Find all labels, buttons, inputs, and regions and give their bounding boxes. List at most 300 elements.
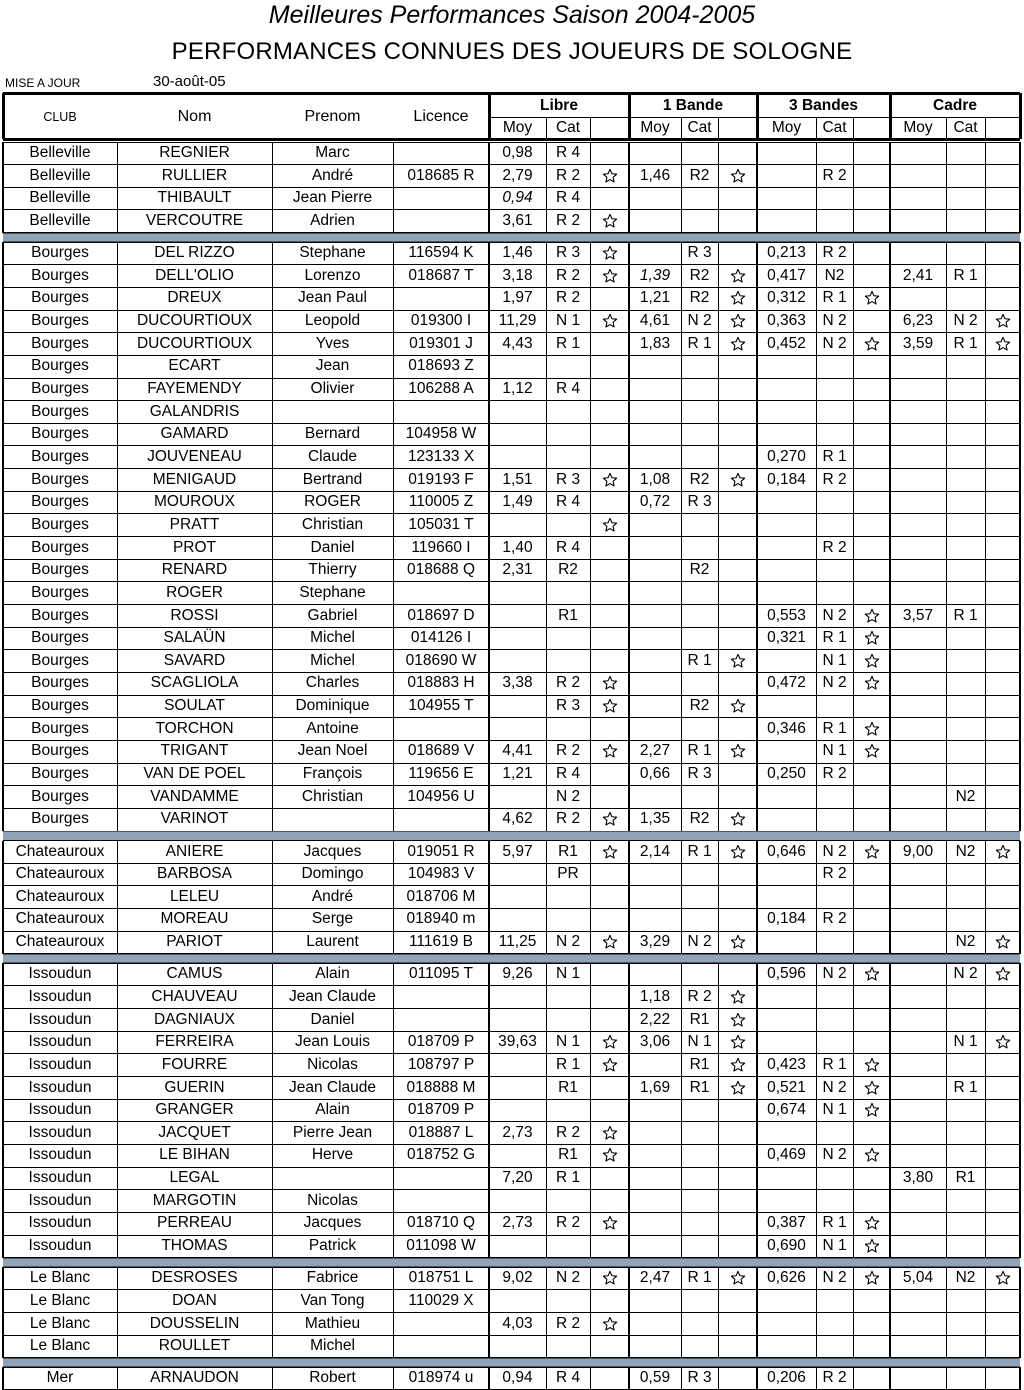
- cell-col-8: R 3: [687, 765, 712, 783]
- cell-col-5: [546, 718, 590, 741]
- cell-col-1: LEGAL: [169, 1169, 220, 1187]
- cell-col-3: 018693 Z: [408, 357, 474, 375]
- cell-col-0: Bourges: [31, 606, 89, 624]
- cell-col-0: Bourges: [31, 515, 89, 533]
- cell-col-7: [629, 514, 681, 537]
- cell-col-0: Mer: [46, 1369, 74, 1387]
- cell-col-4: 11,25: [498, 933, 537, 951]
- cell-col-2: Gabriel: [307, 606, 358, 624]
- cell-col-2: Serge: [311, 910, 354, 928]
- cell-col-11: [816, 1167, 853, 1190]
- cell-col-11: [816, 931, 853, 954]
- cell-col-7: [629, 242, 681, 265]
- cell-col-13: [890, 1122, 946, 1145]
- grid-line: [756, 1267, 759, 1358]
- cell-col-10: [757, 165, 816, 188]
- grid-line: [2, 1367, 5, 1390]
- grid-line: [718, 963, 719, 1257]
- grid-line: [117, 841, 118, 954]
- cell-col-13: [890, 718, 946, 741]
- cell-col-7: 2,47: [639, 1269, 671, 1287]
- cell-col-1: MENIGAUD: [152, 470, 237, 488]
- star-icon: [729, 986, 747, 1008]
- cell-col-4: 4,62: [502, 810, 533, 828]
- star-icon: [729, 310, 747, 332]
- cell-col-2: Jean Noel: [297, 742, 368, 760]
- cell-col-10: [757, 695, 816, 718]
- cell-col-0: Bourges: [31, 447, 89, 465]
- cell-col-4: 1,40: [502, 538, 533, 556]
- cell-col-10: [757, 863, 816, 886]
- cell-col-5: [546, 1009, 590, 1032]
- cell-col-13: 6,23: [902, 312, 934, 330]
- cell-col-3: 018751 L: [408, 1269, 474, 1287]
- cell-col-7: [629, 650, 681, 673]
- star-icon: [729, 1267, 747, 1289]
- cell-col-3: 111619 B: [408, 933, 474, 951]
- cell-col-8: [681, 1144, 718, 1167]
- cell-col-5: R 4: [555, 144, 581, 161]
- cell-col-4: [489, 1190, 546, 1213]
- grid-line: [393, 963, 394, 1257]
- grid-line: [681, 117, 682, 139]
- cell-col-5: N 1: [555, 312, 581, 330]
- cell-col-7: 1,08: [639, 470, 671, 488]
- cell-col-14: [946, 1099, 985, 1122]
- cell-col-14: [946, 287, 985, 310]
- grid-line: [816, 841, 817, 954]
- cell-col-10: 0,553: [767, 606, 806, 624]
- cell-col-2: Dominique: [295, 697, 370, 715]
- cell-col-5: R 2: [555, 674, 581, 692]
- cell-col-13: 2,41: [902, 266, 934, 284]
- cell-col-10: 0,452: [767, 334, 806, 352]
- grid-line: [2, 93, 5, 139]
- cell-col-5: N 1: [555, 1033, 581, 1051]
- cell-col-3: 011098 W: [406, 1237, 476, 1255]
- cell-col-8: R2: [689, 166, 710, 184]
- grid-line: [889, 93, 892, 139]
- grid-line: [546, 242, 547, 831]
- cell-col-11: R 2: [822, 538, 847, 556]
- cell-col-4: 2,73: [502, 1123, 533, 1141]
- cell-col-2: Christian: [301, 787, 364, 805]
- star-icon: [729, 469, 747, 491]
- cell-col-5: R 1: [555, 334, 581, 352]
- cell-col-10: [757, 401, 816, 424]
- cell-col-0: Issoudun: [28, 1191, 92, 1209]
- cell-col-7: [629, 1212, 681, 1235]
- grid-line: [488, 142, 491, 233]
- star-icon: [601, 265, 619, 287]
- cell-col-8: [681, 1122, 718, 1145]
- cell-col-11: N 2: [822, 842, 847, 860]
- cell-col-10: [757, 1190, 816, 1213]
- cell-col-4: [489, 401, 546, 424]
- cell-col-1: MOREAU: [160, 910, 229, 928]
- cell-col-5: R1: [558, 1146, 578, 1164]
- cell-col-5: R 2: [555, 742, 581, 760]
- header-moy: Moy: [502, 119, 533, 136]
- cell-col-0: Chateauroux: [15, 887, 105, 905]
- cell-col-0: Bourges: [31, 810, 89, 828]
- cell-col-1: GALANDRIS: [149, 402, 240, 420]
- star-icon: [729, 265, 747, 287]
- cell-col-2: [272, 401, 393, 424]
- cell-col-1: JOUVENEAU: [147, 447, 242, 465]
- cell-col-13: [890, 672, 946, 695]
- grid-line: [757, 117, 890, 118]
- cell-col-7: 2,27: [639, 742, 671, 760]
- grid-line: [393, 1267, 394, 1358]
- cell-col-8: [681, 718, 718, 741]
- cell-col-2: Jean Claude: [288, 1078, 377, 1096]
- cell-col-8: R2: [689, 697, 710, 715]
- cell-col-7: [629, 582, 681, 605]
- grid-line: [681, 242, 682, 831]
- grid-line: [2, 1267, 5, 1358]
- star-icon: [863, 333, 881, 355]
- cell-col-1: RULLIER: [161, 166, 228, 184]
- cell-col-3: 018940 m: [406, 910, 476, 928]
- cell-col-1: PERREAU: [157, 1214, 232, 1232]
- cell-col-8: [681, 355, 718, 378]
- cell-col-1: TORCHON: [155, 719, 234, 737]
- cell-col-0: Bourges: [31, 402, 89, 420]
- grid-line: [985, 117, 986, 139]
- cell-col-8: [681, 908, 718, 931]
- cell-col-1: MOUROUX: [154, 493, 235, 511]
- star-icon: [863, 718, 881, 740]
- cell-col-7: [629, 605, 681, 628]
- grid-line: [1019, 841, 1022, 954]
- cell-col-11: N 2: [822, 1078, 847, 1096]
- cell-col-2: Patrick: [308, 1237, 357, 1255]
- cell-col-3: 018687 T: [408, 266, 474, 284]
- grid-line: [628, 93, 631, 139]
- cell-col-13: [890, 908, 946, 931]
- cell-col-2: Olivier: [310, 380, 355, 397]
- grid-line: [853, 242, 854, 831]
- cell-col-13: 3,59: [902, 334, 934, 352]
- cell-col-14: [946, 491, 985, 514]
- cell-col-14: [946, 1313, 985, 1336]
- cell-col-10: [757, 491, 816, 514]
- cell-col-13: [890, 1367, 946, 1390]
- star-icon: [601, 469, 619, 491]
- cell-col-14: [946, 886, 985, 909]
- cell-col-10: [757, 582, 816, 605]
- grid-line: [628, 142, 631, 233]
- cell-col-13: [890, 287, 946, 310]
- cell-col-0: Bourges: [31, 538, 89, 556]
- cell-col-13: 9,00: [902, 842, 934, 860]
- star-icon: [863, 650, 881, 672]
- cell-col-13: [890, 469, 946, 492]
- cell-col-11: [816, 491, 853, 514]
- star-icon: [863, 1212, 881, 1234]
- grid-line: [816, 963, 817, 1257]
- cell-col-7: [629, 718, 681, 741]
- cell-col-11: R 1: [822, 629, 847, 647]
- cell-col-3: 019300 I: [410, 312, 472, 330]
- cell-col-5: [546, 627, 590, 650]
- cell-col-11: [816, 423, 853, 446]
- cell-col-5: N 2: [555, 1269, 581, 1287]
- cell-col-11: R 1: [822, 719, 847, 737]
- cell-col-7: [629, 559, 681, 582]
- cell-col-3: [393, 1167, 489, 1190]
- cell-col-13: [890, 1031, 946, 1054]
- star-icon: [863, 963, 881, 985]
- cell-col-10: [757, 187, 816, 210]
- cell-col-4: [489, 886, 546, 909]
- grid-line: [3, 138, 1020, 141]
- cell-col-3: 019193 F: [408, 470, 474, 488]
- cell-col-2: Alain: [315, 1101, 350, 1119]
- cell-col-7: [629, 446, 681, 469]
- star-icon: [729, 287, 747, 309]
- cell-col-1: SOULAT: [164, 697, 225, 715]
- cell-col-5: N 2: [555, 933, 581, 951]
- star-icon: [863, 605, 881, 627]
- cell-col-8: [681, 582, 718, 605]
- grid-line: [2, 142, 5, 233]
- grid-line: [2, 963, 5, 1257]
- cell-col-3: [393, 1313, 489, 1336]
- cell-col-3: 019051 R: [407, 842, 475, 860]
- cell-col-4: [489, 1290, 546, 1313]
- grid-line: [117, 1267, 118, 1358]
- cell-col-3: [393, 1009, 489, 1032]
- cell-col-10: 0,423: [767, 1055, 806, 1073]
- cell-col-1: LE BIHAN: [159, 1146, 230, 1164]
- cell-col-3: 110005 Z: [408, 493, 474, 511]
- cell-col-5: R 4: [555, 380, 581, 397]
- cell-col-5: [546, 582, 590, 605]
- cell-col-0: Bourges: [31, 425, 89, 443]
- star-icon: [729, 1009, 747, 1031]
- grid-line: [946, 1367, 947, 1390]
- cell-col-0: Issoudun: [28, 1055, 92, 1073]
- cell-col-4: 0,94: [502, 1369, 533, 1387]
- grid-line: [488, 93, 491, 139]
- grid-line: [946, 142, 947, 233]
- grid-line: [756, 242, 759, 831]
- star-icon: [601, 740, 619, 762]
- cell-col-5: R 4: [555, 1369, 581, 1387]
- cell-col-13: 3,80: [902, 1169, 934, 1187]
- cell-col-1: TRIGANT: [160, 742, 229, 760]
- cell-col-11: N 1: [822, 1237, 847, 1255]
- grid-line: [853, 117, 854, 139]
- grid-line: [546, 142, 547, 233]
- cell-col-14: [946, 1367, 985, 1390]
- cell-col-0: Le Blanc: [29, 1337, 91, 1355]
- cell-col-7: 4,61: [639, 312, 671, 330]
- star-icon: [601, 1212, 619, 1234]
- cell-col-13: [890, 1190, 946, 1213]
- cell-col-8: [681, 963, 718, 986]
- cell-col-11: R 1: [822, 289, 847, 307]
- cell-col-10: [757, 423, 816, 446]
- cell-col-14: [946, 210, 985, 233]
- cell-col-11: [816, 378, 853, 401]
- cell-col-4: [489, 355, 546, 378]
- cell-col-8: [681, 537, 718, 560]
- cell-col-11: [816, 1031, 853, 1054]
- cell-col-2: Adrien: [310, 211, 355, 229]
- cell-col-13: [890, 446, 946, 469]
- grid-line: [853, 1267, 854, 1358]
- cell-col-8: R 1: [687, 334, 712, 352]
- cell-col-8: R1: [689, 1078, 710, 1096]
- grid-line: [889, 142, 892, 233]
- grid-line: [889, 841, 892, 954]
- page-subtitle: PERFORMANCES CONNUES DES JOUEURS DE SOLOGNE: [171, 38, 853, 65]
- cell-col-5: R 2: [555, 810, 581, 828]
- grid-line: [1019, 93, 1022, 139]
- update-label: MISE A JOUR: [5, 76, 81, 90]
- cell-col-0: Issoudun: [28, 1123, 92, 1141]
- cell-col-0: Bourges: [31, 334, 89, 352]
- cell-col-13: 3,57: [902, 606, 934, 624]
- star-icon: [994, 310, 1012, 332]
- cell-col-14: N2: [955, 933, 976, 951]
- star-icon: [994, 333, 1012, 355]
- cell-col-3: 018697 D: [407, 606, 475, 624]
- cell-col-3: 104958 W: [405, 425, 477, 443]
- cell-col-10: [757, 142, 816, 165]
- cell-col-14: [946, 165, 985, 188]
- cell-col-5: [546, 1235, 590, 1258]
- grid-line: [629, 117, 757, 118]
- star-icon: [863, 1054, 881, 1076]
- star-icon: [601, 1122, 619, 1144]
- cell-col-1: VANDAMME: [150, 787, 239, 805]
- cell-col-1: PROT: [172, 538, 217, 556]
- header-moy: Moy: [903, 119, 933, 136]
- cell-col-13: [890, 559, 946, 582]
- cell-col-7: 1,69: [639, 1078, 671, 1096]
- cell-col-3: 018709 P: [407, 1033, 475, 1051]
- cell-col-4: [489, 1009, 546, 1032]
- cell-col-7: [629, 1144, 681, 1167]
- cell-col-0: Bourges: [31, 493, 89, 511]
- grid-line: [985, 242, 986, 831]
- cell-col-8: [681, 1212, 718, 1235]
- cell-col-10: 0,184: [767, 910, 806, 928]
- cell-col-14: [946, 672, 985, 695]
- grid-line: [681, 963, 682, 1257]
- cell-col-14: R 1: [953, 606, 978, 624]
- cell-col-14: [946, 582, 985, 605]
- cell-col-4: [489, 986, 546, 1009]
- cell-col-10: 0,250: [767, 765, 806, 783]
- grid-line: [890, 117, 1020, 118]
- cell-col-0: Le Blanc: [29, 1314, 91, 1332]
- grid-line: [590, 841, 591, 954]
- cell-col-11: [816, 582, 853, 605]
- cell-col-11: N 2: [822, 606, 847, 624]
- cell-col-4: [489, 695, 546, 718]
- cell-col-0: Bourges: [31, 561, 89, 579]
- cell-col-1: GUERIN: [164, 1078, 225, 1096]
- cell-col-10: [757, 1009, 816, 1032]
- cell-col-11: R 1: [822, 1055, 847, 1073]
- grid-line: [816, 117, 817, 139]
- cell-col-4: 1,21: [502, 765, 533, 783]
- star-icon: [863, 1077, 881, 1099]
- cell-col-4: [489, 1099, 546, 1122]
- cell-col-8: R1: [689, 1055, 710, 1073]
- star-icon: [601, 1054, 619, 1076]
- header-group-3: Cadre: [933, 97, 977, 114]
- cell-col-11: [816, 1290, 853, 1313]
- cell-col-1: THOMAS: [161, 1237, 228, 1255]
- grid-line: [489, 117, 629, 118]
- update-date: 30-août-05: [153, 73, 226, 90]
- cell-col-1: GAMARD: [160, 425, 229, 443]
- cell-col-7: [629, 695, 681, 718]
- grid-line: [985, 841, 986, 954]
- cell-col-4: 4,43: [502, 334, 533, 352]
- cell-col-2: Marc: [315, 144, 350, 161]
- cell-col-13: [890, 786, 946, 809]
- cell-col-10: 0,690: [767, 1237, 806, 1255]
- grid-line: [718, 841, 719, 954]
- cell-col-13: [890, 142, 946, 165]
- cell-col-13: [890, 808, 946, 831]
- cell-col-13: [890, 1077, 946, 1100]
- cell-col-14: [946, 378, 985, 401]
- cell-col-1: PRATT: [169, 515, 220, 533]
- cell-col-8: [681, 142, 718, 165]
- cell-col-8: [681, 672, 718, 695]
- cell-col-8: R2: [689, 561, 710, 579]
- cell-col-1: DELL'OLIO: [155, 266, 234, 284]
- cell-col-14: [946, 1335, 985, 1358]
- cell-col-13: [890, 763, 946, 786]
- star-icon: [601, 841, 619, 863]
- cell-col-7: [629, 1290, 681, 1313]
- grid-line: [853, 142, 854, 233]
- cell-col-2: Daniel: [310, 538, 355, 556]
- cell-col-5: [546, 355, 590, 378]
- cell-col-2: Nicolas: [307, 1055, 358, 1073]
- cell-col-5: R 1: [555, 1055, 581, 1073]
- cell-col-3: [393, 401, 489, 424]
- cell-col-7: [629, 1167, 681, 1190]
- cell-col-13: [890, 187, 946, 210]
- cell-col-4: 4,03: [502, 1314, 533, 1332]
- cell-col-2: Nicolas: [307, 1191, 358, 1209]
- cell-col-13: [890, 986, 946, 1009]
- grid-line: [1019, 963, 1022, 1257]
- cell-col-13: [890, 1212, 946, 1235]
- cell-col-1: VERCOUTRE: [145, 211, 244, 229]
- cell-col-11: [816, 1190, 853, 1213]
- star-icon: [601, 931, 619, 953]
- cell-col-7: [629, 355, 681, 378]
- cell-col-0: Bourges: [31, 651, 89, 669]
- cell-col-3: 011095 T: [408, 965, 474, 983]
- star-icon: [601, 310, 619, 332]
- cell-col-0: Bourges: [31, 629, 89, 647]
- star-icon: [994, 1031, 1012, 1053]
- cell-col-1: REGNIER: [159, 144, 230, 161]
- header-moy: Moy: [640, 119, 670, 136]
